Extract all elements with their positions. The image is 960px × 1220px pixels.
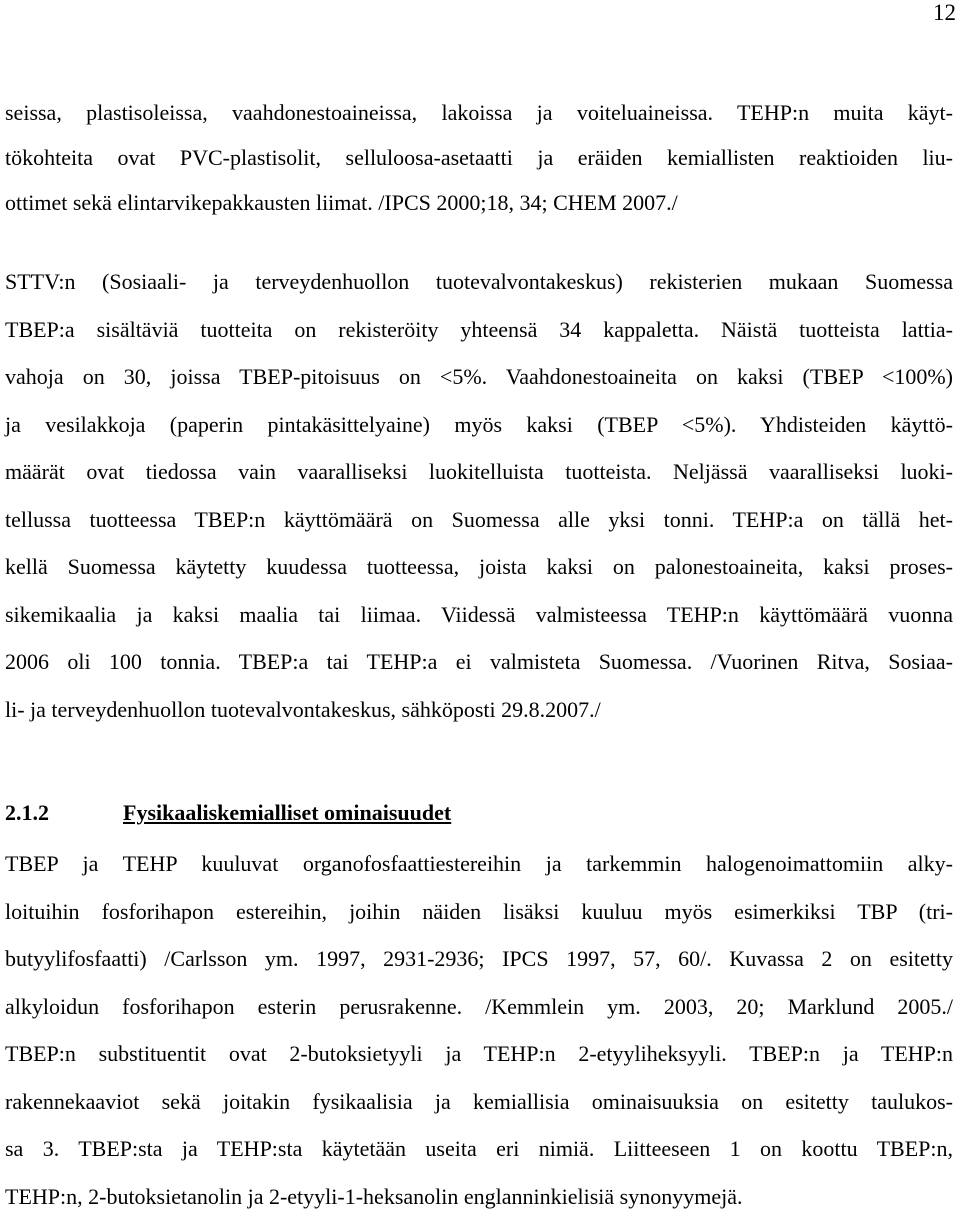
paragraph-line: butyylifosfaatti) /Carlsson ym. 1997, 2931-2936; IPCS 1997, 57, 60/. Kuvassa 2 on esitetty [5, 935, 953, 983]
paragraph-line: määrät ovat tiedossa vain vaaralliseksi luokitelluista tuotteista. Neljässä vaaralliseksi luoki- [5, 448, 953, 496]
paragraph-line: 2006 oli 100 tonnia. TBEP:a tai TEHP:a ei valmisteta Suomessa. /Vuorinen Ritva, Sosiaa- [5, 638, 953, 686]
paragraph-line: kellä Suomessa käytetty kuudessa tuotteessa, joista kaksi on palonestoaineita, kaksi proses- [5, 543, 953, 591]
paragraph-line: ottimet sekä elintarvikepakkausten liimat. /IPCS 2000;18, 34; CHEM 2007./ [5, 180, 953, 225]
document-body [5, 90, 953, 1220]
section-title: Fysikaaliskemialliset ominaisuudet [123, 800, 451, 825]
paragraph-usage [5, 90, 953, 225]
paragraph-line: vahoja on 30, joissa TBEP-pitoisuus on <5%. Vaahdonestoaineita on kaksi (TBEP <100%) [5, 353, 953, 401]
paragraph-line: tellussa tuotteessa TBEP:n käyttömäärä on Suomessa alle yksi tonni. TEHP:a on tällä het- [5, 496, 953, 544]
page-number: 12 [933, 0, 956, 26]
paragraph-line: loituihin fosforihapon estereihin, joihin näiden lisäksi kuuluu myös esimerkiksi TBP (tri- [5, 888, 953, 936]
paragraph-line: li- ja terveydenhuollon tuotevalvontakeskus, sähköposti 29.8.2007./ [5, 686, 953, 734]
paragraph-line: sa 3. TBEP:sta ja TEHP:sta käytetään useita eri nimiä. Liitteeseen 1 on koottu TBEP:n, [5, 1125, 953, 1173]
paragraph-line: STTV:n (Sosiaali- ja terveydenhuollon tuotevalvontakeskus) rekisterien mukaan Suomessa [5, 258, 953, 306]
paragraph-line: TBEP:n substituentit ovat 2-butoksietyyli ja TEHP:n 2-etyyliheksyyli. TBEP:n ja TEHP:n [5, 1030, 953, 1078]
paragraph-line: TBEP:a sisältäviä tuotteita on rekisteröity yhteensä 34 kappaletta. Näistä tuotteista lattia- [5, 306, 953, 354]
paragraph-line: rakennekaaviot sekä joitakin fysikaalisia ja kemiallisia ominaisuuksia on esitetty taulukos- [5, 1078, 953, 1126]
paragraph-line: alkyloidun fosforihapon esterin perusrakenne. /Kemmlein ym. 2003, 20; Marklund 2005./ [5, 983, 953, 1031]
paragraph-line: tökohteita ovat PVC-plastisolit, selluloosa-asetaatti ja eräiden kemiallisten reaktioiden liu- [5, 135, 953, 180]
paragraph-line: TEHP:n, 2-butoksietanolin ja 2-etyyli-1-heksanolin englanninkielisiä synonyymejä. [5, 1173, 953, 1220]
paragraph-registry [5, 258, 953, 733]
section-number: 2.1.2 [5, 788, 123, 838]
paragraph-line: seissa, plastisoleissa, vaahdonestoaineissa, lakoissa ja voiteluaineissa. TEHP:n muita käyt- [5, 90, 953, 135]
section-heading [5, 788, 953, 838]
paragraph-properties [5, 840, 953, 1220]
paragraph-line: TBEP ja TEHP kuuluvat organofosfaattiestereihin ja tarkemmin halogenoimattomiin alky- [5, 840, 953, 888]
paragraph-line: ja vesilakkoja (paperin pintakäsittelyaine) myös kaksi (TBEP <5%). Yhdisteiden käyttö- [5, 401, 953, 449]
paragraph-line: sikemikaalia ja kaksi maalia tai liimaa. Viidessä valmisteessa TEHP:n käyttömäärä vuonna [5, 591, 953, 639]
